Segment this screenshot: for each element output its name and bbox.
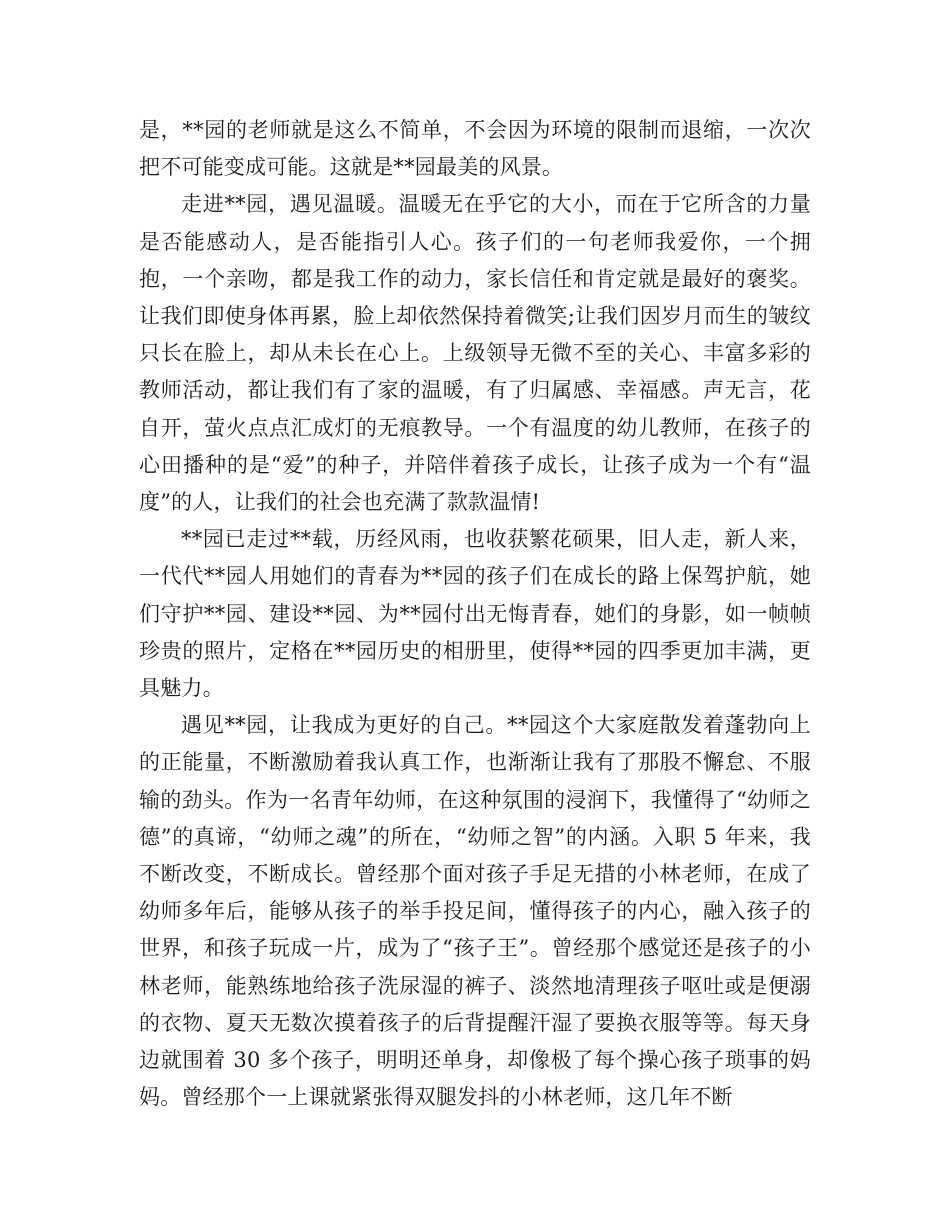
document-body: [139, 112, 811, 1116]
paragraph-warmth: 走进**园，遇见温暖。温暖无在乎它的大小，而在于它所含的力量是否能感动人，是否能指引人心。孩子们的一句老师我爱你，一个拥抱，一个亲吻，都是我工作的动力，家长信任和肯定就是最好的褒奖。让我们即使身体再累，脸上却依然保持着微笑;让我们因岁月而生的皱纹只长在脸上，却从未长在心上。上级领导无微不至的关心、丰富多彩的教师活动，都让我们有了家的温暖，有了归属感、幸福感。声无言，花自开，萤火点点汇成灯的无痕教导。一个有温度的幼儿教师，在孩子的心田播种的是“爱”的种子，并陪伴着孩子成长，让孩子成为一个有“温度”的人，让我们的社会也充满了款款温情!: [139, 192, 811, 515]
paragraph-continuation: 是，**园的老师就是这么不简单，不会因为环境的限制而退缩，一次次把不可能变成可能。这就是**园最美的风景。: [139, 118, 811, 180]
paragraph-history: **园已走过**载，历经风雨，也收获繁花硕果，旧人走，新人来，一代代**园人用她们的青春为**园的孩子们在成长的路上保驾护航，她们守护**园、建设**园、为**园付出无悔青春，她们的身影，如一帧帧珍贵的照片，定格在**园历史的相册里，使得**园的四季更加丰满，更具魅力。: [139, 527, 811, 701]
paragraph-growth: 遇见**园，让我成为更好的自己。**园这个大家庭散发着蓬勃向上的正能量，不断激励着我认真工作，也渐渐让我有了那股不懈怠、不服输的劲头。作为一名青年幼师，在这种氛围的浸润下，我懂得了“幼师之德”的真谛，“幼师之魂”的所在，“幼师之智”的内涵。入职 5 年来，我不断改变，不断成长。曾经那个面对孩子手足无措的小林老师，在成了幼师多年后，能够从孩子的举手投足间，懂得孩子的内心，融入孩子的世界，和孩子玩成一片，成为了“孩子王”。曾经那个感觉还是孩子的小林老师，能熟练地给孩子洗尿湿的裤子、淡然地清理孩子呕吐或是便溺的衣物、夏天无数次摸着孩子的后背提醒汗湿了要换衣服等等。每天身边就围着 30 多个孩子，明明还单身，却像极了每个操心孩子琐事的妈妈。曾经那个一上课就紧张得双腿发抖的小林老师，这几年不断: [139, 713, 811, 1110]
